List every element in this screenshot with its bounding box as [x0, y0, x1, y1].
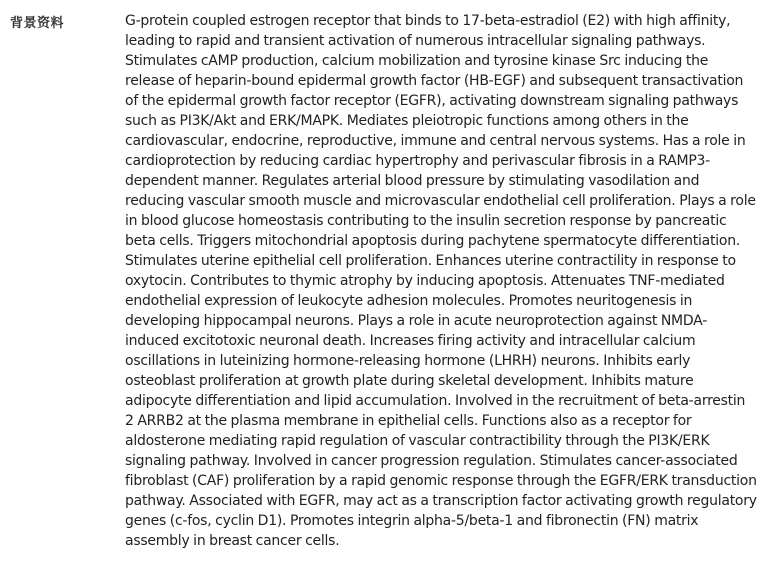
text-line: induced excitotoxic neuronal death. Increases firing activity and intracellular calcium [125, 333, 696, 349]
text-line: reducing vascular smooth muscle and microvascular endothelial cell proliferation. Plays a role [125, 193, 756, 209]
text-line: in blood glucose homeostasis contributing to the insulin secretion response by pancreatic [125, 213, 727, 229]
text-line: signaling pathway. Involved in cancer progression regulation. Stimulates cancer-associated [125, 453, 738, 469]
text-line: developing hippocampal neurons. Plays a role in acute neuroprotection against NMDA- [125, 313, 707, 329]
text-line: assembly in breast cancer cells. [125, 533, 340, 549]
text-line: osteoblast proliferation at growth plate during skeletal development. Inhibits mature [125, 373, 694, 389]
text-line: Stimulates uterine epithelial cell proliferation. Enhances uterine contractility in response to [125, 253, 736, 269]
text-line: cardioprotection by reducing cardiac hypertrophy and perivascular fibrosis in a RAMP3- [125, 153, 710, 169]
text-line: endothelial expression of leukocyte adhesion molecules. Promotes neuritogenesis in [125, 293, 693, 309]
text-line: such as PI3K/Akt and ERK/MAPK. Mediates pleiotropic functions among others in the [125, 113, 689, 129]
background-info-text [125, 11, 773, 551]
text-line: pathway. Associated with EGFR, may act as a transcription factor activating growth regulatory [125, 493, 757, 509]
text-line: oscillations in luteinizing hormone-releasing hormone (LHRH) neurons. Inhibits early [125, 353, 691, 369]
text-line: of the epidermal growth factor receptor (EGFR), activating downstream signaling pathways [125, 93, 739, 109]
text-line: leading to rapid and transient activation of numerous intracellular signaling pathways. [125, 33, 706, 49]
text-line: cardiovascular, endocrine, reproductive, immune and central nervous systems. Has a role in [125, 133, 746, 149]
text-line: 2 ARRB2 at the plasma membrane in epithelial cells. Functions also as a receptor for [125, 413, 692, 429]
text-line: Stimulates cAMP production, calcium mobilization and tyrosine kinase Src inducing the [125, 53, 709, 69]
text-line: genes (c-fos, cyclin D1). Promotes integrin alpha-5/beta-1 and fibronectin (FN) matrix [125, 513, 699, 529]
text-line: adipocyte differentiation and lipid accumulation. Involved in the recruitment of beta-arrestin [125, 393, 746, 409]
text-line: oxytocin. Contributes to thymic atrophy by inducing apoptosis. Attenuates TNF-mediated [125, 273, 725, 289]
field-label: 背景资料 [10, 16, 65, 31]
text-line: fibroblast (CAF) proliferation by a rapid genomic response through the EGFR/ERK transduction [125, 473, 757, 489]
text-line: aldosterone mediating rapid regulation of vascular contractibility through the PI3K/ERK [125, 433, 710, 449]
text-line: beta cells. Triggers mitochondrial apoptosis during pachytene spermatocyte differentiation. [125, 233, 741, 249]
text-line: G-protein coupled estrogen receptor that binds to 17-beta-estradiol (E2) with high affinity, [125, 13, 731, 29]
text-line: dependent manner. Regulates arterial blood pressure by stimulating vasodilation and [125, 173, 700, 189]
text-line: release of heparin-bound epidermal growth factor (HB-EGF) and subsequent transactivation [125, 73, 744, 89]
